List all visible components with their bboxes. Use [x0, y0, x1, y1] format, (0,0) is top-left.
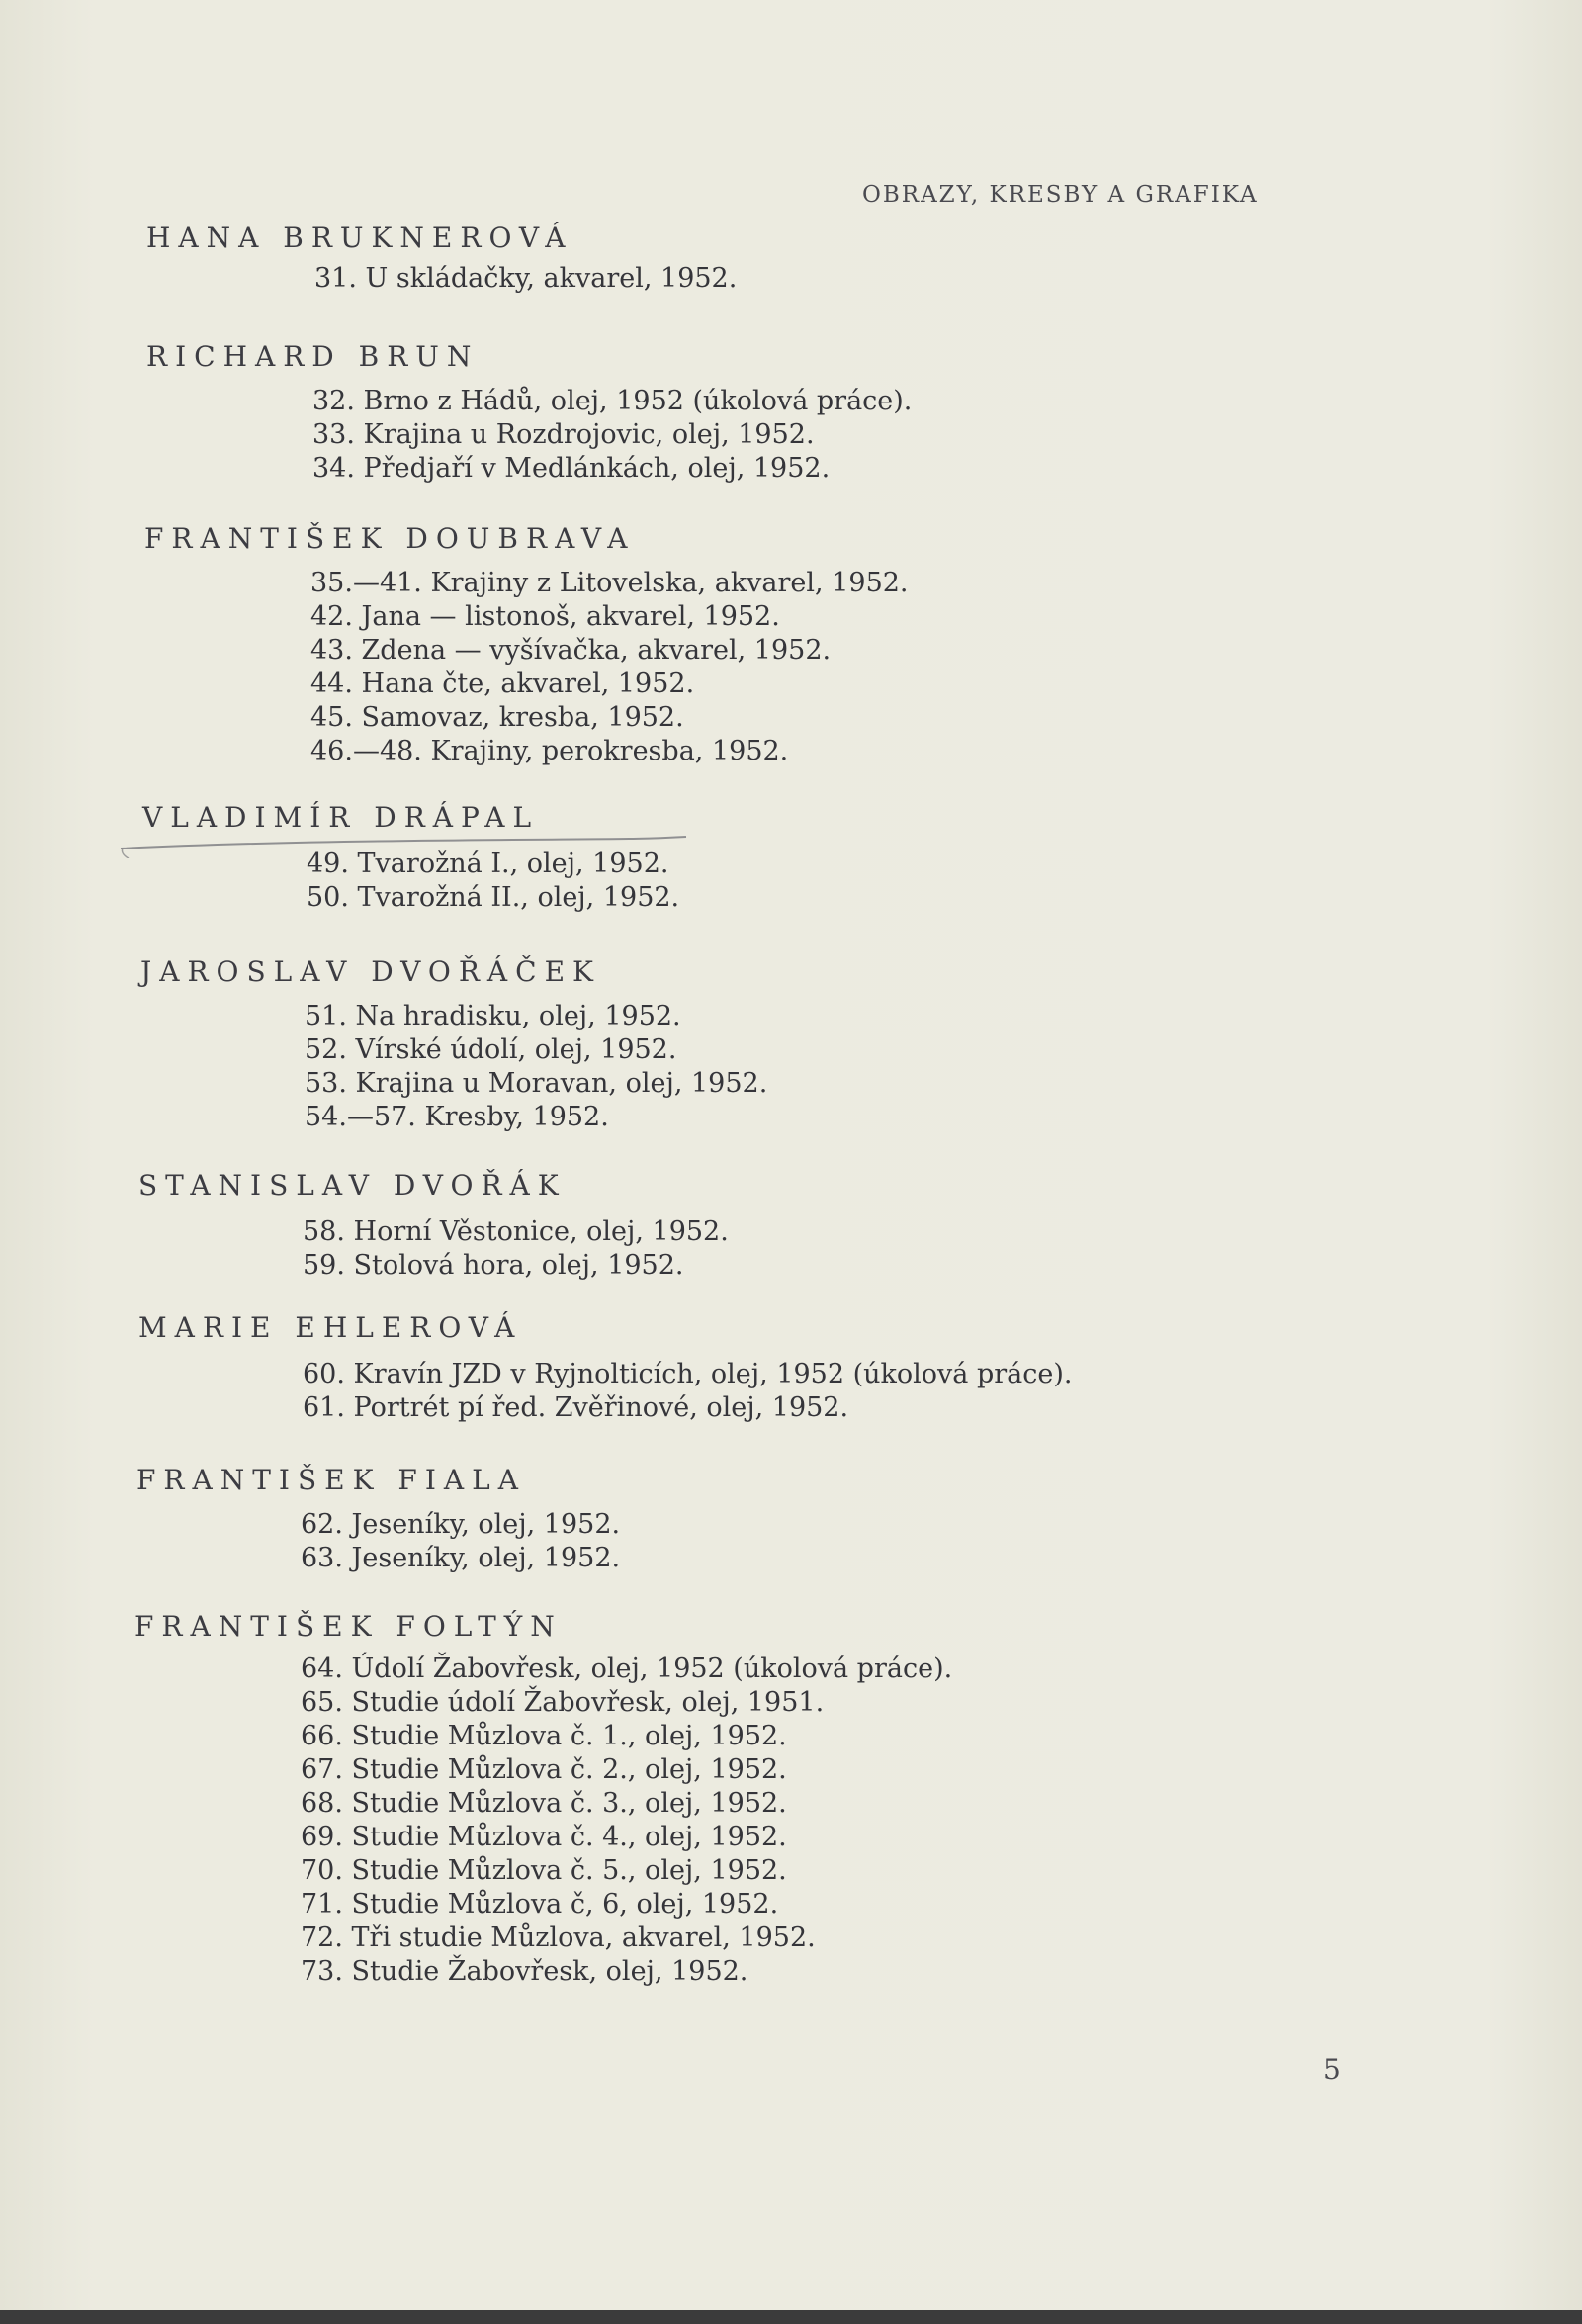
- entry-number: 60.: [303, 1359, 345, 1389]
- entry-number: 54.—57.: [305, 1102, 416, 1132]
- entry-number: 62.: [301, 1509, 343, 1540]
- running-head: OBRAZY, KRESBY A GRAFIKA: [862, 182, 1259, 208]
- entry-number: 50.: [307, 882, 349, 913]
- entry-text: Hana čte, akvarel, 1952.: [361, 669, 695, 699]
- entry-number: 73.: [301, 1956, 343, 1987]
- entry-list: [312, 385, 912, 486]
- entry-list: [303, 1358, 1072, 1425]
- list-item: [301, 1542, 620, 1575]
- entry-number: 34.: [312, 453, 355, 484]
- artist-name: RICHARD BRUN: [146, 340, 480, 373]
- list-item: [305, 1033, 767, 1067]
- list-item: [307, 881, 679, 915]
- entry-number: 65.: [301, 1687, 343, 1718]
- entry-number: 64.: [301, 1654, 343, 1684]
- entry-text: Jana — listonoš, akvarel, 1952.: [361, 601, 780, 632]
- entry-number: 46.—48.: [310, 736, 422, 766]
- entry-number: 58.: [303, 1216, 345, 1247]
- entry-text: Jeseníky, olej, 1952.: [351, 1509, 621, 1540]
- entry-number: 45.: [310, 702, 353, 733]
- entry-text: Krajiny z Litovelska, akvarel, 1952.: [430, 568, 909, 598]
- entry-number: 69.: [301, 1822, 343, 1852]
- list-item: [303, 1358, 1072, 1391]
- entry-text: Předjaří v Medlánkách, olej, 1952.: [363, 453, 831, 484]
- list-item: [301, 1888, 952, 1922]
- artist-name: VLADIMÍR DRÁPAL: [142, 801, 540, 834]
- entry-text: Studie údolí Žabovřesk, olej, 1951.: [351, 1687, 825, 1718]
- entry-number: 59.: [303, 1250, 345, 1281]
- entry-list: [301, 1508, 620, 1575]
- entry-number: 67.: [301, 1754, 343, 1785]
- artist-name: FRANTIŠEK FIALA: [136, 1464, 526, 1496]
- artist-name: JAROSLAV DVOŘÁČEK: [140, 955, 601, 988]
- list-item: [305, 1101, 767, 1134]
- entry-number: 63.: [301, 1543, 343, 1573]
- artist-section: [134, 1610, 952, 1989]
- list-item: [301, 1753, 952, 1787]
- entry-number: 31.: [314, 263, 357, 294]
- entry-text: Kravín JZD v Ryjnolticích, olej, 1952 (úkolová práce).: [353, 1359, 1073, 1389]
- artist-name: STANISLAV DVOŘÁK: [138, 1169, 567, 1202]
- entry-text: Studie Žabovřesk, olej, 1952.: [351, 1956, 748, 1987]
- entry-number: 68.: [301, 1788, 343, 1819]
- entry-number: 71.: [301, 1889, 343, 1920]
- entry-text: Studie Můzlova č. 2., olej, 1952.: [351, 1754, 787, 1785]
- entry-number: 33.: [312, 419, 355, 450]
- list-item: [310, 634, 909, 668]
- list-item: [301, 1720, 952, 1753]
- entry-text: Stolová hora, olej, 1952.: [353, 1250, 684, 1281]
- entry-number: 35.—41.: [310, 568, 422, 598]
- artist-name: FRANTIŠEK FOLTÝN: [134, 1610, 563, 1643]
- entry-text: U skládačky, akvarel, 1952.: [365, 263, 738, 294]
- entry-number: 61.: [303, 1392, 345, 1423]
- list-item: [301, 1508, 620, 1542]
- entry-text: Studie Můzlova č, 6, olej, 1952.: [351, 1889, 779, 1920]
- list-item: [305, 1000, 767, 1033]
- list-item: [303, 1249, 729, 1283]
- list-item: [312, 385, 912, 418]
- entry-text: Na hradisku, olej, 1952.: [355, 1001, 681, 1031]
- entry-number: 51.: [305, 1001, 347, 1031]
- entry-number: 53.: [305, 1068, 347, 1099]
- entry-text: Krajina u Rozdrojovic, olej, 1952.: [363, 419, 815, 450]
- entry-text: Zdena — vyšívačka, akvarel, 1952.: [361, 635, 832, 666]
- list-item: [310, 735, 909, 768]
- pencil-underline-mark: [117, 829, 690, 858]
- list-item: [301, 1653, 952, 1686]
- entry-text: Jeseníky, olej, 1952.: [351, 1543, 621, 1573]
- page-bottom-edge: [0, 2310, 1582, 2324]
- artist-section: [140, 955, 767, 1134]
- artist-section: [136, 1464, 620, 1575]
- list-item: [312, 418, 912, 452]
- entry-text: Tři studie Můzlova, akvarel, 1952.: [351, 1922, 816, 1953]
- artist-section: [138, 1169, 729, 1283]
- entry-text: Tvarožná II., olej, 1952.: [357, 882, 680, 913]
- entry-list: [301, 1653, 952, 1989]
- list-item: [312, 452, 912, 486]
- entry-list: [305, 1000, 767, 1134]
- list-item: [310, 600, 909, 634]
- artist-section: [138, 1311, 1072, 1425]
- list-item: [301, 1922, 952, 1955]
- list-item: [301, 1821, 952, 1854]
- list-item: [310, 668, 909, 701]
- entry-number: 49.: [307, 849, 349, 879]
- entry-text: Tvarožná I., olej, 1952.: [357, 849, 669, 879]
- artist-name: HANA BRUKNEROVÁ: [146, 222, 573, 254]
- entry-text: Studie Můzlova č. 4., olej, 1952.: [351, 1822, 787, 1852]
- entry-text: Brno z Hádů, olej, 1952 (úkolová práce).: [363, 386, 913, 416]
- entry-list: [314, 262, 737, 296]
- entry-number: 44.: [310, 669, 353, 699]
- entry-text: Krajina u Moravan, olej, 1952.: [355, 1068, 768, 1099]
- entry-number: 32.: [312, 386, 355, 416]
- entry-text: Samovaz, kresba, 1952.: [361, 702, 684, 733]
- list-item: [314, 262, 737, 296]
- entry-number: 43.: [310, 635, 353, 666]
- entry-number: 42.: [310, 601, 353, 632]
- list-item: [301, 1686, 952, 1720]
- entry-number: 70.: [301, 1855, 343, 1886]
- list-item: [310, 701, 909, 735]
- page-number: 5: [1323, 2053, 1341, 2086]
- artist-section: [146, 222, 737, 296]
- list-item: [310, 567, 909, 600]
- entry-text: Portrét pí řed. Zvěřinové, olej, 1952.: [353, 1392, 849, 1423]
- list-item: [301, 1955, 952, 1989]
- artist-name: FRANTIŠEK DOUBRAVA: [144, 522, 636, 555]
- entry-text: Kresby, 1952.: [424, 1102, 609, 1132]
- entry-text: Údolí Žabovřesk, olej, 1952 (úkolová práce).: [351, 1654, 953, 1684]
- entry-number: 66.: [301, 1721, 343, 1751]
- entry-text: Vírské údolí, olej, 1952.: [355, 1034, 677, 1065]
- list-item: [301, 1787, 952, 1821]
- artist-section: [146, 340, 912, 486]
- list-item: [303, 1215, 729, 1249]
- list-item: [303, 1391, 1072, 1425]
- entry-text: Horní Věstonice, olej, 1952.: [353, 1216, 729, 1247]
- entry-text: Studie Můzlova č. 5., olej, 1952.: [351, 1855, 787, 1886]
- artist-name: MARIE EHLEROVÁ: [138, 1311, 523, 1344]
- entry-text: Studie Můzlova č. 1., olej, 1952.: [351, 1721, 787, 1751]
- entry-number: 72.: [301, 1922, 343, 1953]
- entry-number: 52.: [305, 1034, 347, 1065]
- list-item: [301, 1854, 952, 1888]
- entry-text: Studie Můzlova č. 3., olej, 1952.: [351, 1788, 787, 1819]
- entry-list: [303, 1215, 729, 1283]
- artist-section: [144, 522, 909, 768]
- list-item: [305, 1067, 767, 1101]
- entry-list: [310, 567, 909, 768]
- entry-text: Krajiny, perokresba, 1952.: [430, 736, 789, 766]
